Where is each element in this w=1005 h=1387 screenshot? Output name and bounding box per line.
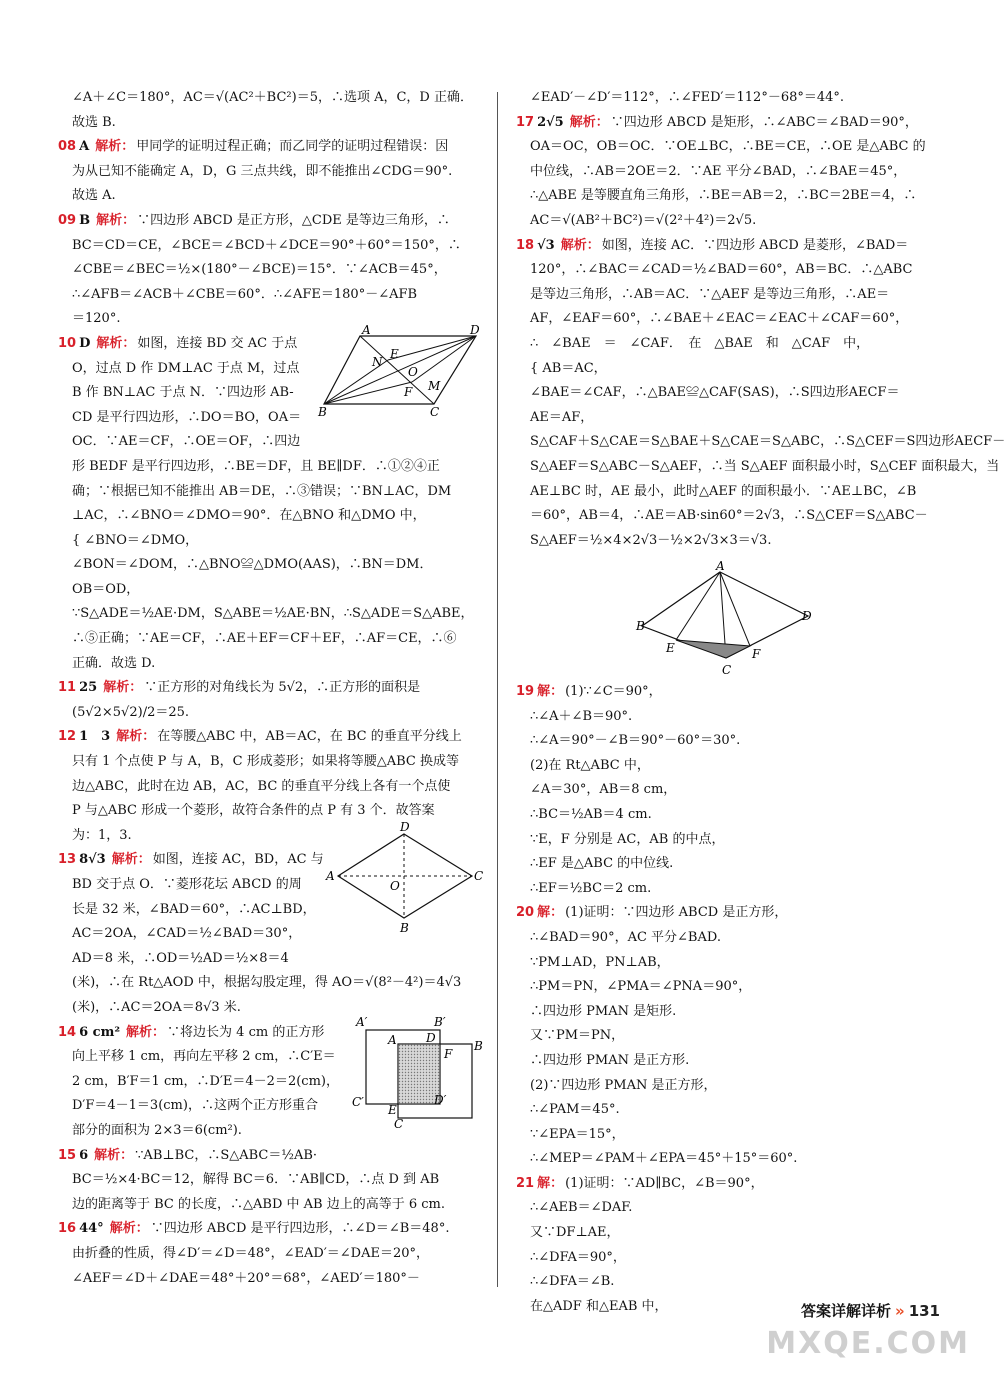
question-number: 16 — [58, 1221, 77, 1237]
answer-item-head — [516, 1172, 938, 1197]
question-number: 11 — [58, 680, 77, 696]
answer-line — [516, 1123, 938, 1148]
answer-line — [516, 828, 938, 853]
column-divider — [497, 92, 498, 1287]
answer-line — [58, 578, 486, 603]
line-text: 又∵DF⊥AE， — [530, 1225, 620, 1241]
line-text: OC．∵AE＝CF，∴OE＝OF，∴四边 — [72, 434, 301, 450]
analysis-tag: 解： — [537, 684, 564, 699]
line-text: 形 BEDF 是平行四边形，∴BE＝DF，且 BE∥DF．∴①②④正 — [72, 458, 440, 474]
answer-line — [516, 926, 938, 951]
fig10-label: O — [408, 365, 418, 379]
line-text: 为：1，3. — [72, 827, 132, 843]
answer-line — [58, 406, 334, 431]
figure-10-parallelogram — [318, 322, 486, 418]
line-text: ∠EAD′－∠D′＝112°，∴∠FED′＝112°－68°＝44°. — [530, 90, 845, 105]
line-text: 是等边三角形，∴AB＝AC．∵△AEF 是等边三角形，∴AE＝ — [530, 286, 890, 302]
analysis-tag: 解析： — [560, 237, 600, 253]
answer-line — [516, 852, 938, 877]
line-text: ∴∠AFB＝∠ACB＋∠CBE＝60°．∴∠AFE＝180°－∠AFB — [72, 286, 418, 302]
answer-line — [516, 430, 1005, 455]
line-text: ∴∠MEP＝∠PAM＋∠EPA＝45°＋15°＝60°. — [530, 1151, 798, 1167]
line-text: ∴∠A＋∠B＝90°. — [530, 708, 633, 724]
line-text: 故选 A. — [72, 188, 116, 204]
fig13-label: D — [400, 820, 410, 834]
question-number: 15 — [58, 1147, 77, 1163]
answer-line — [58, 652, 486, 677]
answer-line — [516, 480, 938, 505]
line-text: 边△ABC，此时在边 AB，AC，BC 的垂直平分线上各有一个点使 — [72, 778, 451, 794]
answer-value: 25 — [79, 680, 98, 696]
line-text: O，过点 D 作 DM⊥AC 于点 M，过点 — [72, 360, 300, 376]
analysis-tag: 解析： — [116, 729, 156, 745]
answer-line — [58, 529, 486, 554]
answer-value: 6 — [79, 1147, 89, 1163]
line-text: 边的距离等于 BC 的长度，∴△ABD 中 AB 边上的高等于 6 cm. — [72, 1196, 445, 1212]
line-text: 120°，∴∠BAC＝∠CAD＝½∠BAD＝60°，AB＝BC．∴△ABC — [530, 262, 913, 278]
analysis-tag: 解： — [537, 1175, 564, 1191]
figure-18-rhombus — [636, 559, 820, 680]
analysis-tag: 解析： — [96, 335, 136, 351]
answer-value: 8√3 — [79, 852, 106, 868]
fig10-label: N — [372, 355, 383, 369]
figure-13-rhombus — [326, 820, 486, 934]
line-text: ∴PM＝PN，∠PMA＝∠PNA＝90°， — [530, 979, 752, 995]
answer-line — [58, 455, 486, 480]
fig13-label: A — [326, 869, 335, 883]
line-text: ∵E，F 分别是 AC，AB 的中点， — [530, 831, 725, 847]
answer-item-head — [58, 1217, 486, 1242]
answer-line — [58, 381, 334, 406]
line-text: 如图，连接 BD 交 AC 于点 — [137, 335, 298, 351]
answer-line — [516, 455, 1000, 480]
line-text: 确；∵根据已知不能推出 AB＝DE，∴③错误；∵BN⊥AC，DM — [72, 483, 452, 499]
line-text: ∵S△ADE＝½AE·DM，S△ABE＝½AE·BN，∴S△ADE＝S△ABE， — [72, 606, 474, 622]
answer-line — [58, 971, 486, 996]
answer-line — [516, 778, 938, 803]
answer-line — [516, 1049, 938, 1074]
line-text: ∴△ABE 是等腰直角三角形，∴BE＝AB＝2，∴BC＝2BE＝4，∴ — [530, 188, 917, 204]
line-text: BD 交于点 O．∵菱形花坛 ABCD 的周 — [72, 877, 302, 892]
answer-line — [516, 529, 938, 554]
answer-item-head — [58, 332, 320, 357]
line-text: ∴∠DFA＝90°， — [530, 1249, 626, 1265]
line-text: (5√2×5√2)/2＝25. — [72, 704, 190, 720]
fig14-label: B — [474, 1039, 483, 1053]
fig18-label: C — [722, 663, 732, 677]
fig10-label: B — [318, 405, 327, 419]
answer-line — [58, 283, 486, 308]
answer-line — [58, 922, 334, 947]
fig13-label: O — [390, 879, 400, 893]
line-text: 在等腰△ABC 中，AB＝AC，在 BC 的垂直平分线上 — [157, 729, 462, 745]
question-number: 10 — [58, 335, 77, 351]
answer-line — [58, 775, 486, 800]
line-text: (米)，∴在 Rt△AOD 中，根据勾股定理，得 AO＝√(8²－4²)＝4√3 — [72, 975, 462, 991]
answer-line — [58, 86, 486, 111]
fig14-label: D′ — [434, 1093, 447, 1107]
line-text: ∵AB⊥BC，∴S△ABC＝½AB· — [135, 1147, 318, 1163]
fig14-label: D — [426, 1031, 436, 1045]
line-text: (1)证明：∵四边形 ABCD 是正方形， — [565, 905, 788, 921]
line-text: AC＝2OA，∠CAD＝½∠BAD＝30°， — [72, 926, 302, 942]
answer-line — [516, 258, 938, 283]
answer-line — [516, 951, 938, 976]
answer-line — [516, 135, 938, 160]
answer-line — [58, 873, 334, 898]
line-text: ∴⑤正确；∵AE＝CF，∴AE＋EF＝CF＋EF，∴AF＝CE，∴⑥ — [72, 631, 457, 647]
answer-line — [516, 1221, 938, 1246]
line-text: OA＝OC，OB＝OC．∵OE⊥BC，∴BE＝CE，∴OE 是△ABC 的 — [530, 139, 926, 155]
line-text: ＝60°，AB＝4，∴AE＝AB·sin60°＝2√3，∴S△CEF＝S△ABC－ — [530, 508, 928, 524]
answer-line — [516, 1196, 938, 1221]
analysis-tag: 解析： — [111, 852, 151, 868]
answer-line — [516, 1000, 938, 1025]
answer-line — [516, 184, 938, 209]
line-text: { ∠BNO＝∠DMO， — [72, 532, 199, 548]
answer-line — [516, 975, 938, 1000]
line-text: (1)证明：∵AD∥BC，∠B＝90°， — [565, 1175, 764, 1191]
watermark: MXQE.COM — [766, 1326, 970, 1361]
fig18-label: B — [636, 619, 645, 633]
line-text: 故选 B. — [72, 114, 116, 130]
line-text: ∴四边形 PMAN 是矩形. — [530, 1003, 677, 1019]
answer-value: D — [79, 335, 91, 351]
answer-value: A — [79, 139, 90, 155]
analysis-tag: 解析： — [94, 1147, 134, 1163]
question-number: 19 — [516, 684, 535, 699]
answer-item-head — [516, 234, 938, 259]
line-text: 2 cm，B′F＝1 cm，∴D′E＝4－2＝2(cm)， — [72, 1073, 339, 1089]
answer-line — [516, 729, 938, 754]
line-text: 正确．故选 D. — [72, 655, 156, 671]
line-text: BC＝CD＝CE，∠BCE＝∠BCD＋∠DCE＝90°＋60°＝150°，∴ — [72, 237, 461, 253]
answer-item-head — [516, 901, 938, 926]
line-text: ∴∠DFA＝∠B. — [530, 1274, 615, 1290]
line-text: B 作 BN⊥AC 于点 N．∵四边形 AB- — [72, 385, 294, 401]
answer-line — [516, 307, 938, 332]
line-text: S△CAF＋S△CAE＝S△BAE＋S△CAE＝S△ABC，∴S△CEF＝S四边形AECF－ — [530, 434, 1005, 450]
line-text: AE＝AF， — [530, 409, 594, 425]
answer-line — [58, 234, 486, 259]
line-text: 如图，连接 AC．∵四边形 ABCD 是菱形，∠BAD＝ — [601, 237, 909, 253]
answer-value: 1 3 — [79, 729, 111, 745]
line-text: ∠AEF＝∠D＋∠DAE＝48°＋20°＝68°，∠AED′＝180°－ — [72, 1270, 420, 1286]
answer-line — [58, 602, 486, 627]
answer-item-head — [58, 135, 486, 160]
line-text: (2)在 Rt△ABC 中， — [530, 757, 650, 773]
fig10-label: C — [430, 405, 440, 419]
answer-line — [516, 406, 938, 431]
fig18-label: A — [716, 559, 725, 573]
answer-line — [58, 1242, 486, 1267]
answer-line — [516, 803, 938, 828]
answer-line — [58, 258, 486, 283]
question-number: 14 — [58, 1024, 77, 1040]
answer-item-head — [58, 848, 324, 873]
answer-line — [516, 283, 938, 308]
answer-line — [58, 553, 486, 578]
analysis-tag: 解析： — [96, 212, 136, 228]
answer-line — [58, 1094, 358, 1119]
line-text: AC＝√(AB²＋BC²)＝√(2²＋4²)＝2√5. — [530, 212, 757, 228]
analysis-tag: 解析： — [103, 680, 143, 696]
line-text: 由折叠的性质，得∠D′＝∠D＝48°，∠EAD′＝∠DAE＝20°， — [72, 1245, 430, 1261]
answer-line — [516, 332, 938, 357]
fig14-label: B′ — [434, 1015, 446, 1029]
question-number: 20 — [516, 905, 535, 921]
answer-item-head — [58, 725, 486, 750]
answer-line — [516, 754, 938, 779]
answer-line — [58, 1267, 486, 1292]
line-text: S△AEF＝½×4×2√3－½×2√3×3＝√3. — [530, 532, 772, 548]
answer-line — [58, 430, 334, 455]
fig14-label: A′ — [356, 1015, 368, 1029]
line-text: 在△ADF 和△EAB 中， — [530, 1298, 668, 1314]
line-text: ∴∠BAD＝90°，AC 平分∠BAD. — [530, 929, 721, 945]
line-text: ∠CBE＝∠BEC＝½×(180°－∠BCE)＝15°．∵∠ACB＝45°， — [72, 262, 447, 278]
answer-line — [58, 357, 334, 382]
answer-item-head — [58, 1021, 344, 1046]
page-number: 131 — [908, 1302, 940, 1320]
answer-line — [516, 1024, 938, 1049]
fig10-label: D — [470, 323, 480, 337]
answer-line — [516, 1098, 938, 1123]
fig14-label: C — [394, 1117, 404, 1131]
line-text: S△AEF＝S△ABC－S△AEF，∴当 S△AEF 面积最小时，S△CEF 面积最大，当 — [530, 458, 1000, 474]
line-text: ∠A＋∠C＝180°，AC＝√(AC²＋BC²)＝5，∴选项 A，C，D 正确． — [72, 90, 473, 105]
page-footer — [801, 1300, 940, 1321]
double-chevron-icon: » — [894, 1302, 905, 1320]
line-text: ∴∠AEB＝∠DAF. — [530, 1200, 633, 1216]
fig14-label: C′ — [352, 1095, 364, 1109]
line-text: 向上平移 1 cm，再向左平移 2 cm，∴C′E＝ — [72, 1049, 336, 1065]
answer-item-head — [516, 680, 938, 705]
line-text: (米)，∴AC＝2OA＝8√3 米. — [72, 999, 241, 1015]
line-text: (2)∵四边形 PMAN 是正方形， — [530, 1077, 717, 1093]
line-text: ∴∠PAM＝45°. — [530, 1102, 620, 1118]
line-text: 只有 1 个点使 P 与 A，B，C 形成菱形；如果将等腰△ABC 换成等 — [72, 754, 459, 770]
line-text: ∠BAE＝∠CAF，∴△BAE≌△CAF(SAS)，∴S四边形AECF＝ — [530, 385, 900, 401]
fig13-label: C — [474, 869, 484, 883]
answer-line — [58, 160, 486, 185]
right-column — [516, 86, 1005, 553]
figure-14-squares — [344, 1014, 492, 1132]
fig10-label: M — [428, 379, 441, 393]
answer-line — [516, 1246, 938, 1271]
line-text: ∴EF 是△ABC 的中位线. — [530, 856, 674, 872]
line-text: { AB＝AC， — [530, 360, 607, 376]
answer-line — [58, 750, 486, 775]
question-number: 08 — [58, 139, 77, 155]
question-number: 21 — [516, 1175, 535, 1191]
answer-line — [58, 504, 486, 529]
answer-line — [58, 1193, 486, 1218]
fig18-label: E — [666, 641, 675, 655]
answer-line — [58, 947, 334, 972]
answer-line — [58, 184, 486, 209]
line-text: ∵四边形 ABCD 是正方形，△CDE 是等边三角形，∴ — [137, 212, 450, 228]
fig18-label: F — [752, 647, 761, 661]
line-text: ＝120°. — [72, 311, 121, 327]
answer-line — [58, 701, 486, 726]
answer-line — [516, 705, 938, 730]
fig14-label: E — [388, 1103, 397, 1117]
line-text: 又∵PM＝PN， — [530, 1028, 625, 1044]
line-text: ∠BON＝∠DOM，∴△BNO≌△DMO(AAS)，∴BN＝DM． — [72, 557, 433, 573]
answer-line — [58, 1168, 486, 1193]
answer-line — [58, 1119, 358, 1144]
fig10-label: A — [362, 323, 371, 337]
answer-item-head — [58, 1144, 486, 1169]
line-text: ⊥AC，∴∠BNO＝∠DMO＝90°．在△BNO 和△DMO 中， — [72, 508, 426, 524]
analysis-tag: 解： — [537, 905, 564, 921]
line-text: ∠A＝30°，AB＝8 cm， — [530, 782, 677, 798]
line-text: 中位线，∴AB＝2OE＝2．∵AE 平分∠BAD，∴∠BAE＝45°， — [530, 163, 907, 179]
line-text: ∵将边长为 4 cm 的正方形 — [167, 1024, 325, 1040]
answer-value: 2√5 — [537, 114, 564, 130]
question-number: 09 — [58, 212, 77, 228]
answer-line — [516, 1147, 938, 1172]
line-text: 长是 32 米，∠BAD＝60°，∴AC⊥BD， — [72, 901, 316, 917]
answer-value: B — [79, 212, 91, 228]
line-text: AD＝8 米，∴OD＝½AD＝½×8＝4 — [72, 950, 289, 966]
line-text: AF，∠EAF＝60°，∴∠BAE＋∠EAC＝∠EAC＋∠CAF＝60°， — [530, 311, 909, 327]
answer-line — [58, 1070, 358, 1095]
analysis-tag: 解析： — [569, 114, 609, 130]
line-text: ∴四边形 PMAN 是正方形. — [530, 1052, 690, 1068]
line-text: ∵PM⊥AD，PN⊥AB， — [530, 954, 670, 970]
fig18-label: D — [802, 609, 812, 623]
answer-value: √3 — [537, 237, 555, 253]
analysis-tag: 解析： — [126, 1024, 166, 1040]
question-number: 17 — [516, 114, 535, 130]
right-column-lower — [516, 680, 938, 1319]
line-text: BC＝½×4·BC＝12，解得 BC＝6．∵AB∥CD，∴点 D 到 AB — [72, 1172, 440, 1188]
fig14-label: F — [444, 1047, 453, 1061]
analysis-tag: 解析： — [95, 139, 135, 155]
question-number: 13 — [58, 852, 77, 868]
answer-item-head — [58, 209, 486, 234]
footer-label: 答案详解详析 — [800, 1302, 891, 1320]
answer-line — [516, 160, 938, 185]
answer-line — [58, 1045, 358, 1070]
answer-line — [58, 898, 334, 923]
answer-line — [516, 877, 938, 902]
fig10-label: E — [390, 347, 399, 361]
answer-line — [516, 209, 938, 234]
line-text: P 与△ABC 形成一个菱形，故符合条件的点 P 有 3 个．故答案 — [72, 803, 435, 819]
line-text: 为从已知不能确定 A，D，G 三点共线，即不能推出∠CDG＝90°. — [72, 163, 453, 179]
answer-line — [516, 357, 938, 382]
answer-item-head — [516, 111, 938, 136]
fig14-label: A — [388, 1033, 397, 1047]
line-text: (1)∵∠C＝90°， — [565, 684, 662, 699]
line-text: D′F＝4－1＝3(cm)，∴这两个正方形重合 — [72, 1098, 318, 1114]
answer-line — [516, 1270, 938, 1295]
answer-item-head — [58, 676, 486, 701]
line-text: ∴EF＝½BC＝2 cm. — [530, 880, 652, 896]
analysis-tag: 解析： — [109, 1221, 149, 1237]
line-text: 如图，连接 AC，BD，AC 与 — [152, 852, 324, 868]
line-text: ∴BC＝½AB＝4 cm. — [530, 806, 652, 822]
question-number: 12 — [58, 729, 77, 745]
answer-value: 6 cm² — [79, 1024, 121, 1040]
answer-line — [516, 1074, 938, 1099]
answer-line — [58, 111, 486, 136]
line-text: ∵正方形的对角线长为 5√2，∴正方形的面积是 — [144, 680, 421, 696]
line-text: 甲同学的证明过程正确；而乙同学的证明过程错误：因 — [136, 139, 449, 155]
answer-line — [58, 627, 486, 652]
answer-line — [516, 86, 938, 111]
line-text: ∵四边形 ABCD 是平行四边形，∴∠D＝∠B＝48°. — [150, 1221, 450, 1237]
line-text: AE⊥BC 时，AE 最小，此时△AEF 的面积最小．∵AE⊥BC，∠B — [530, 483, 917, 499]
question-number: 18 — [516, 237, 535, 253]
line-text: CD 是平行四边形，∴DO＝BO，OA＝ — [72, 409, 302, 425]
fig13-label: B — [400, 921, 409, 935]
line-text: ∵∠EPA＝15°， — [530, 1126, 625, 1142]
line-text: ∴ ∠BAE ＝ ∠CAF． 在 △BAE 和 △CAF 中， — [530, 335, 870, 351]
answer-value: 44° — [79, 1221, 104, 1237]
answer-line — [58, 480, 486, 505]
fig10-label: F — [404, 385, 413, 399]
answer-line — [516, 381, 938, 406]
line-text: ∵四边形 ABCD 是矩形，∴∠ABC＝∠BAD＝90°， — [610, 114, 918, 130]
line-text: ∴∠A＝90°－∠B＝90°－60°＝30°. — [530, 733, 741, 749]
line-text: OB＝OD， — [72, 581, 140, 597]
answer-line — [516, 504, 938, 529]
line-text: 部分的面积为 2×3＝6(cm²). — [72, 1122, 242, 1138]
